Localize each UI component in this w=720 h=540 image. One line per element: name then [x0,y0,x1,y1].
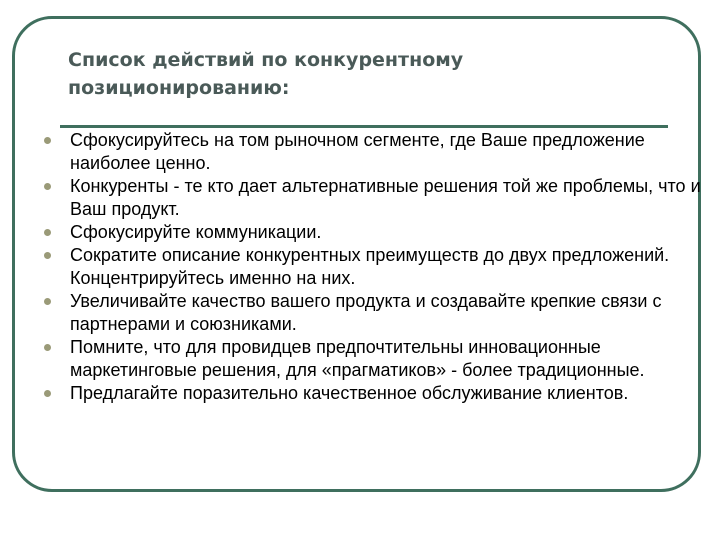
bullet-dot-icon [44,390,51,397]
bullet-dot-icon [44,137,51,144]
bullet-item [0,336,720,382]
bullet-text: Предлагайте поразительно качественное обслуживание клиентов. [70,383,629,403]
bullet-dot-icon [44,344,51,351]
bullet-dot-icon [44,183,51,190]
bullet-text: Помните, что для провидцев предпочтительны инновационные маркетинговые решения, для «прагматиков» - более традиционные. [70,337,645,380]
bullet-text: Сократите описание конкурентных преимуществ до двух предложений. Концентрируйтесь именно на них. [70,245,670,288]
bullet-dot-icon [44,298,51,305]
bullet-item [0,244,720,290]
bullet-item [0,175,720,221]
bullet-dot-icon [44,252,51,259]
bullet-text: Сфокусируйте коммуникации. [70,222,322,242]
bullet-list [0,129,720,405]
slide-title: Список действий по конкурентному позиционированию: [68,49,464,99]
bullet-item [0,382,720,405]
bullet-text: Увеличивайте качество вашего продукта и создавайте крепкие связи с партнерами и союзниками. [70,291,662,334]
bullet-dot-icon [44,229,51,236]
bullet-text: Конкуренты - те кто дает альтернативные решения той же проблемы, что и Ваш продукт. [70,176,701,219]
bullet-item [0,290,720,336]
bullet-item [0,221,720,244]
bullet-item [0,129,720,175]
bullet-text: Сфокусируйтесь на том рыночном сегменте, где Ваше предложение наиболее ценно. [70,130,645,173]
title-divider [60,125,668,128]
